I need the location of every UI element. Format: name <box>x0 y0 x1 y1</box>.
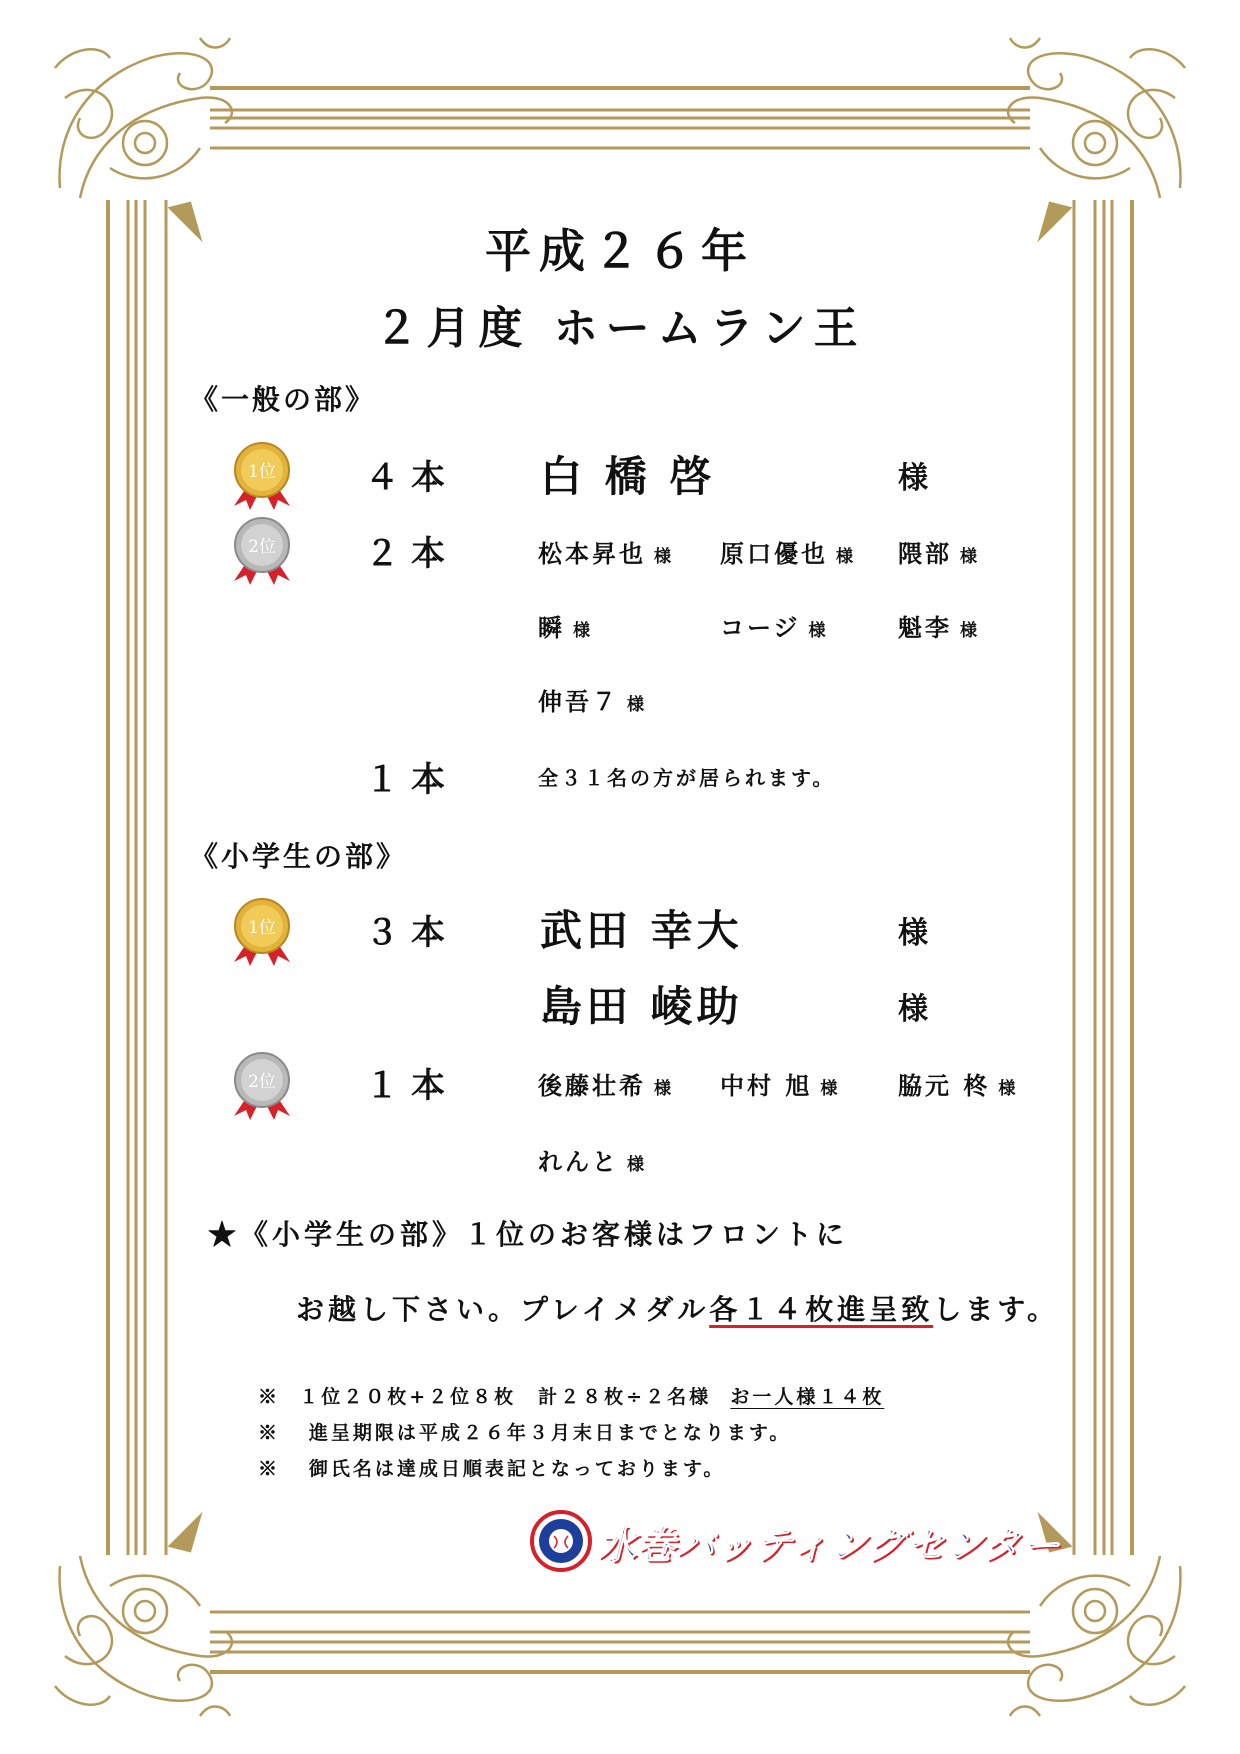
note-line-3: ※ 御氏名は達成日順表記となっております。 <box>258 1458 726 1480</box>
corner-ornament-top-right <box>1008 38 1185 238</box>
second-place-name: 松本昇也 様 <box>538 539 674 568</box>
count-general-third: １本 <box>365 760 457 800</box>
winner-name: 白 橋 啓 <box>540 452 716 501</box>
gold-medal-icon <box>222 440 302 510</box>
notice-highlight: 各１４枚進呈致 <box>709 1293 934 1326</box>
honorific: 様 <box>898 992 928 1027</box>
silver-medal-icon <box>222 515 302 585</box>
notice-line-1: ★《小学生の部》１位のお客様はフロントに <box>208 1218 849 1251</box>
note-line-2: ※ 進呈期限は平成２６年３月末日までとなります。 <box>258 1422 792 1444</box>
count-elementary-second: １本 <box>365 1066 457 1106</box>
silver-medal-icon <box>222 1050 302 1120</box>
section-heading-elementary: 《小学生の部》 <box>190 840 408 873</box>
second-place-name: 脇元 柊 様 <box>898 1071 1019 1100</box>
gold-medal-icon <box>222 896 302 966</box>
second-place-name: 原口優也 様 <box>720 539 856 568</box>
batting-center-emblem-icon <box>530 1510 592 1572</box>
second-place-name: 瞬 様 <box>538 613 593 642</box>
notice-line-2: お越し下さい。プレイメダル各１４枚進呈致します。 <box>296 1293 1059 1326</box>
page-title: 平成２６年 <box>485 224 755 278</box>
second-place-name: コージ 様 <box>720 613 829 642</box>
count-general-second: ２本 <box>365 534 457 574</box>
second-place-name: 隈部 様 <box>898 539 980 568</box>
count-elementary-first: ３本 <box>365 913 457 953</box>
medal-label: 1位 <box>248 918 276 938</box>
note-line-1: ※ １位２０枚+２位８枚 計２８枚÷２名様 お一人様１４枚 <box>258 1386 885 1408</box>
third-place-summary: 全３１名の方が居られます。 <box>538 766 836 790</box>
winner-name: 武田 幸大 <box>540 906 743 955</box>
medal-label: 2位 <box>248 1072 276 1092</box>
second-place-name: 中村 旭 様 <box>720 1071 841 1100</box>
honorific: 様 <box>898 461 928 496</box>
second-place-name: 伸吾７ 様 <box>538 687 647 716</box>
logo-text: 水巻バッティングセンター <box>598 1523 1061 1567</box>
winner-name: 島田 崚助 <box>540 982 743 1031</box>
medal-label: 2位 <box>248 537 276 557</box>
section-heading-general: 《一般の部》 <box>190 383 377 416</box>
count-general-first: ４本 <box>365 458 457 498</box>
honorific: 様 <box>898 916 928 951</box>
second-place-name: れんと 様 <box>538 1147 647 1176</box>
page-subtitle: ２月度 ホームラン王 <box>374 303 866 354</box>
corner-ornament-bottom-left <box>55 1516 232 1716</box>
second-place-name: 後藤壮希 様 <box>538 1071 674 1100</box>
corner-ornament-top-left <box>55 38 232 238</box>
medal-label: 1位 <box>248 462 276 482</box>
second-place-name: 魁李 様 <box>898 613 980 642</box>
